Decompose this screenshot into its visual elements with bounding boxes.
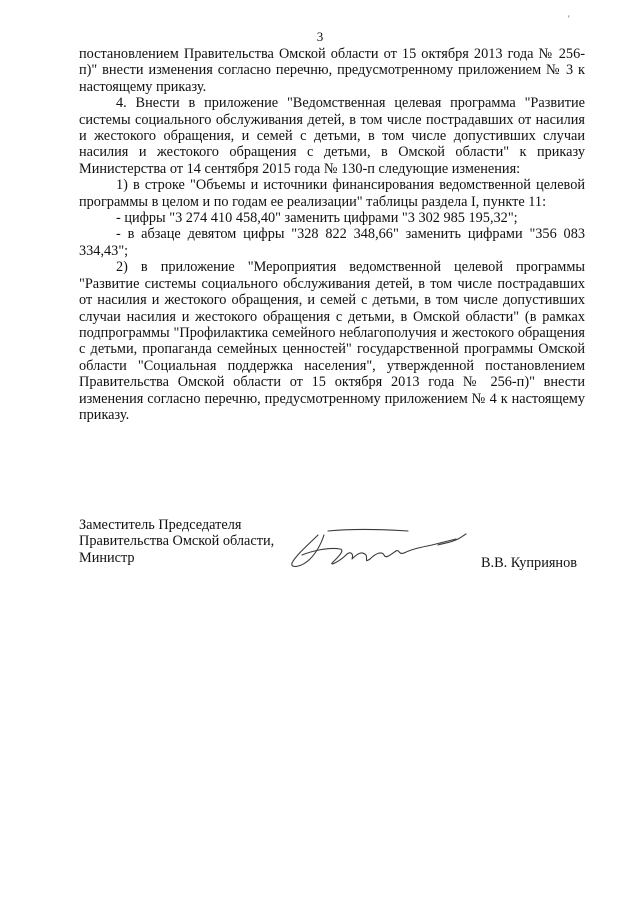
handwritten-signature <box>288 525 468 575</box>
paragraph-4: - цифры "3 274 410 458,40" заменить цифрами "3 302 985 195,32"; <box>116 210 518 227</box>
paragraph-6: 2) в приложение "Мероприятия ведомственной целевой программы "Развитие системы социального обслуживания детей, в том числе пострадавших от насилия и жестокого обращения, и семей с детьми, в том числе допустивших случаи насилия и жестокого обращения с детьми, в Омской области" (в рамках подпрограммы "Профилактика семейного неблагополучия и жестокого обращения с детьми, пропаганда семейных ценностей" государственной программы Омской области "Социальная поддержка населения", утвержденной постановлением Правительства Омской области от 15 октября 2013 года № 256-п)" внести изменения согласно перечню, предусмотренному приложением № 4 к настоящему приказу. <box>79 259 585 423</box>
signer-position-line-2: Правительства Омской области, <box>79 533 275 550</box>
paragraph-1: постановлением Правительства Омской области от 15 октября 2013 года № 256-п)" внести изменения согласно перечню, предусмотренному приложением № 3 к настоящему приказу. <box>79 46 585 95</box>
paragraph-3: 1) в строке "Объемы и источники финансирования ведомственной целевой программы в целом и по годам ее реализации" таблицы раздела I, пункте 11: <box>79 177 585 210</box>
signer-position-line-1: Заместитель Председателя <box>79 517 242 533</box>
page-number: 3 <box>316 29 324 44</box>
corner-mark: ' <box>568 14 570 24</box>
document-body <box>79 46 585 423</box>
signer-name: В.В. Куприянов <box>481 555 577 571</box>
signature-block <box>79 517 599 577</box>
paragraph-2: 4. Внести в приложение "Ведомственная целевая программа "Развитие системы социального обслуживания детей, в том числе пострадавших от насилия и жестокого обращения, и семей с детьми, в том числе допустивших случаи насилия и жестокого обращения с детьми, в Омской области" к приказу Министерства от 14 сентября 2015 года № 130-п следующие изменения: <box>79 95 585 177</box>
signer-position-line-3: Министр <box>79 549 135 566</box>
paragraph-5: - в абзаце девятом цифры "328 822 348,66" заменить цифрами "356 083 334,43"; <box>79 226 585 259</box>
